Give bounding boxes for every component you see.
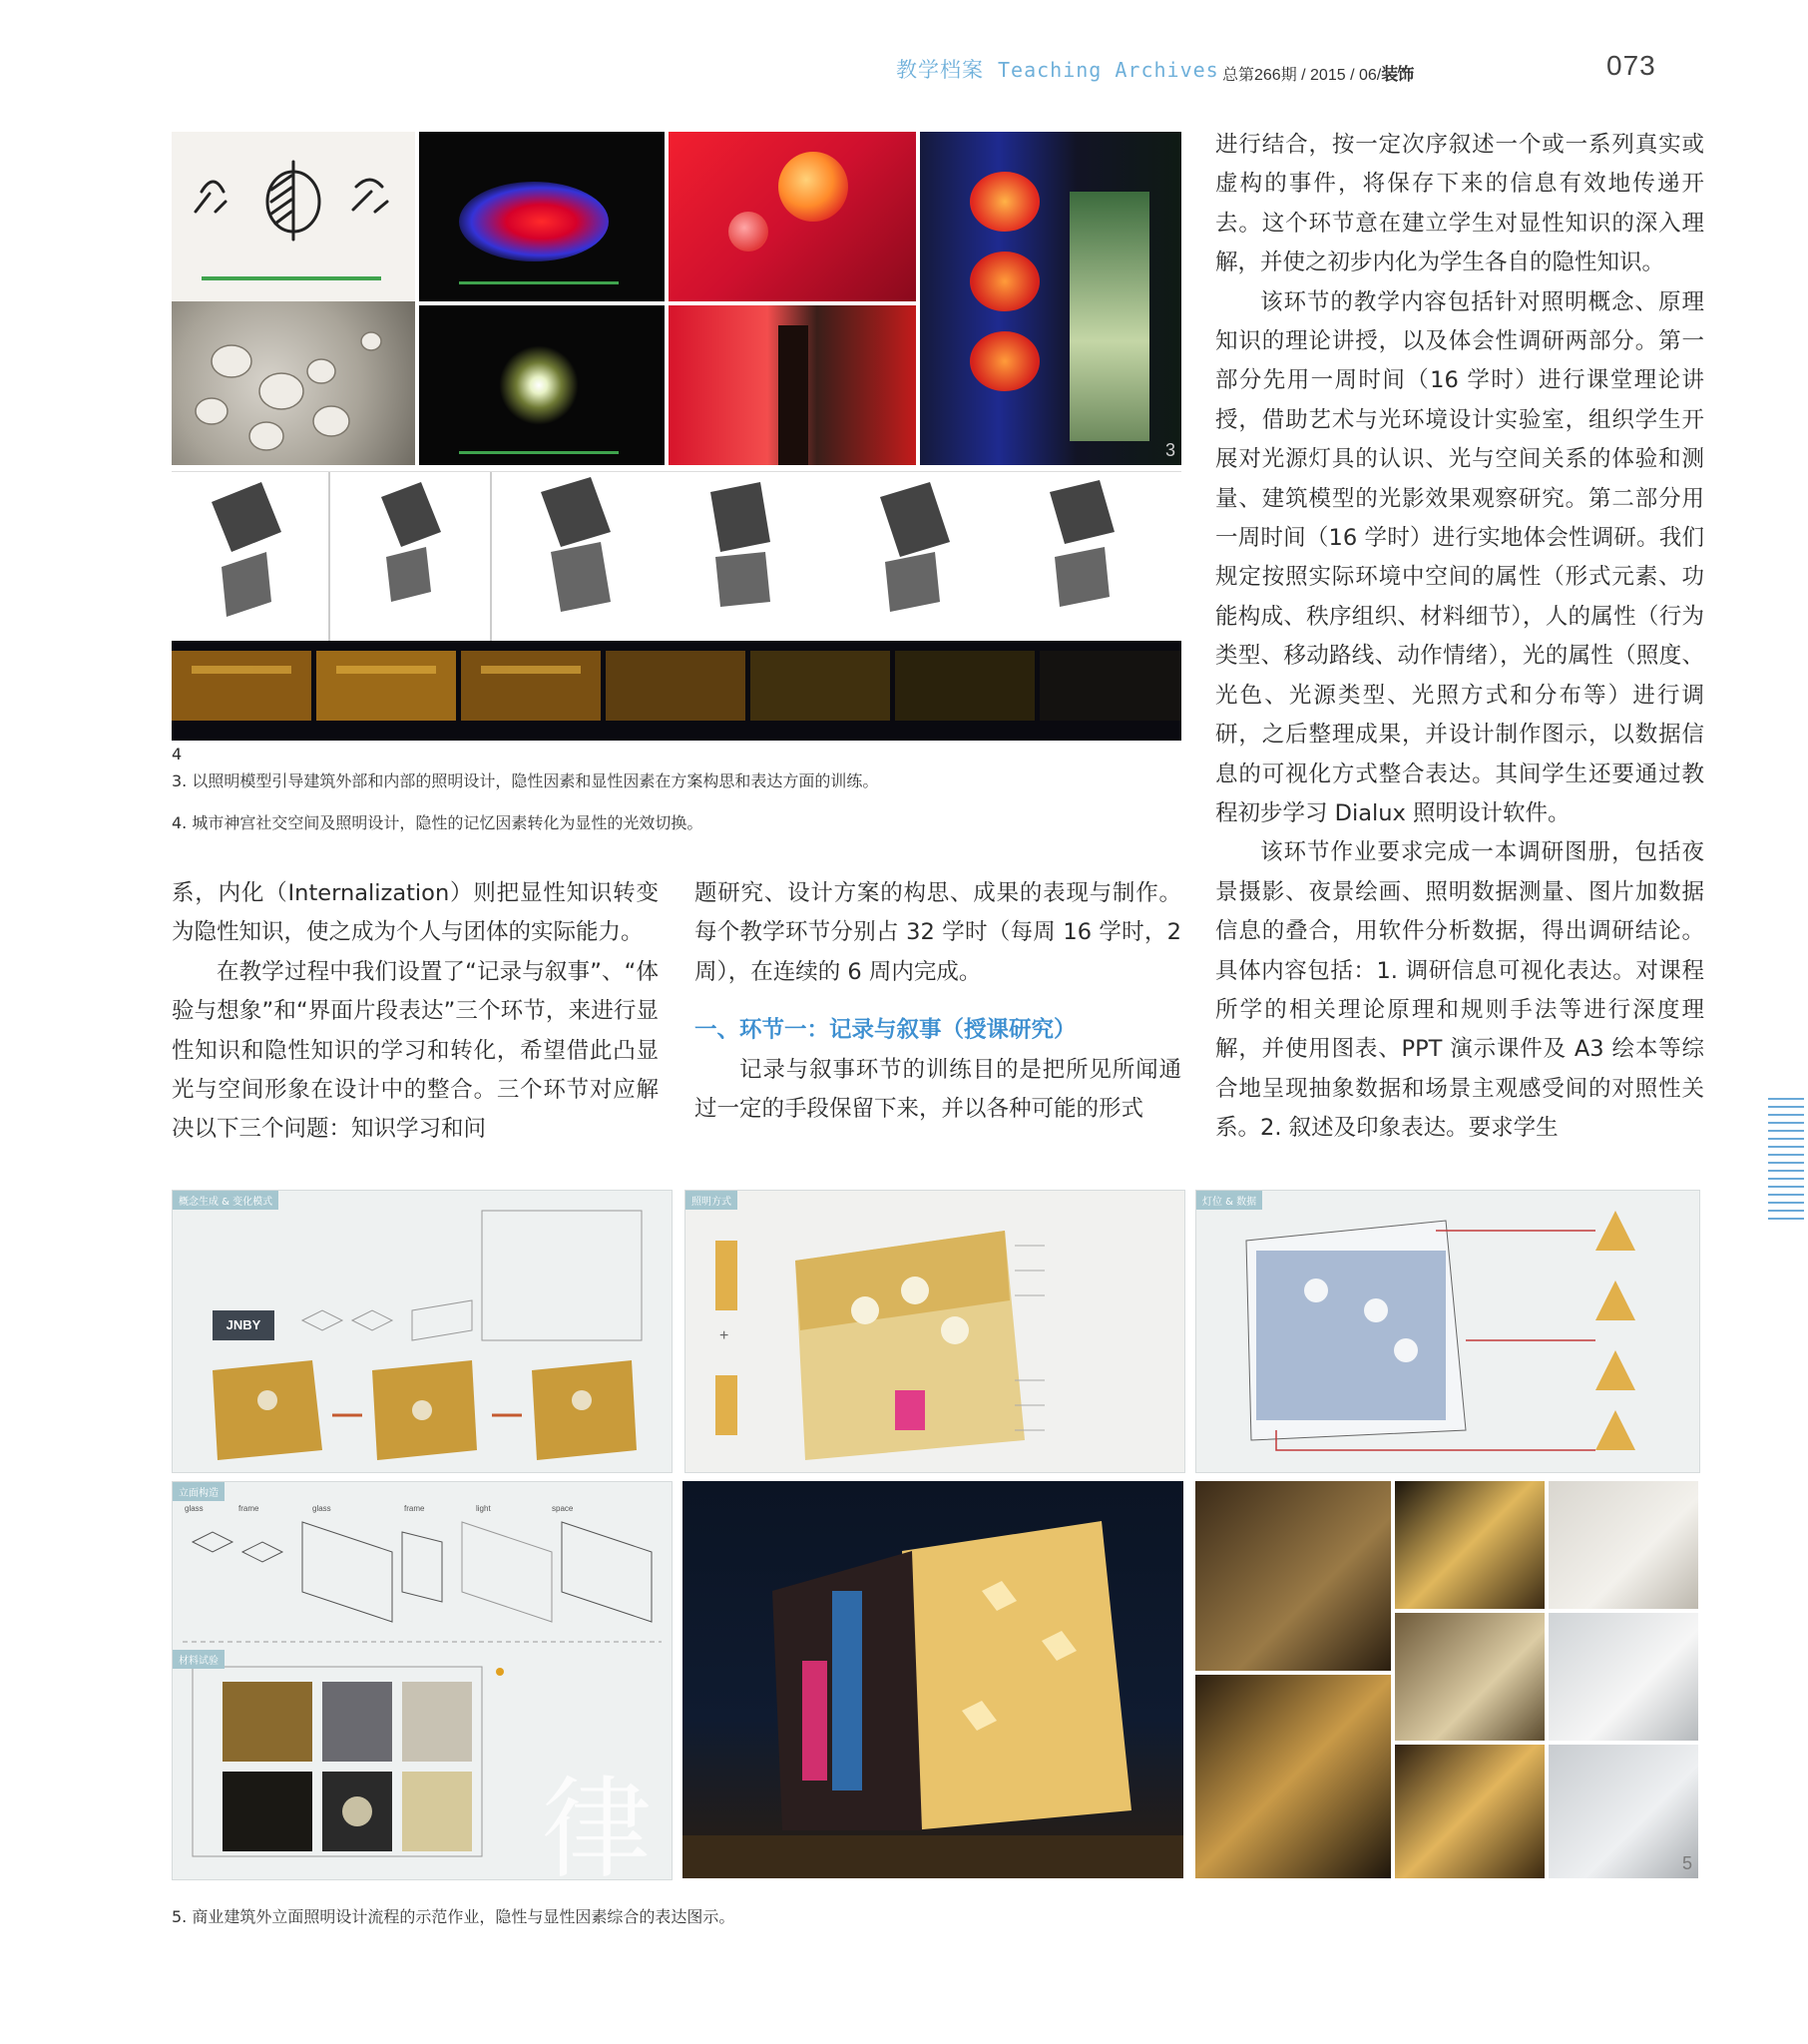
fig4-axonometric-strip bbox=[172, 471, 1181, 642]
stones-illustration bbox=[172, 301, 415, 465]
model-photo-1 bbox=[1195, 1481, 1391, 1671]
fig3-red-corridor-photo bbox=[669, 305, 916, 465]
right-column bbox=[1215, 126, 1704, 1149]
middle-paragraph-2: 记录与叙事环节的训练目的是把所见所闻通过一定的手段保留下来，并以各种可能的形式 bbox=[694, 1056, 1181, 1123]
right-paragraph-2: 该环节的教学内容包括针对照明概念、原理知识的理论讲授，以及体会性调研两部分。第一部分先用一周时间（16 学时）进行课堂理论讲授，借助艺术与光环境设计实验室，组织学生开展对光源灯具的认识、光与空间关系的体验和测量、建筑模型的光影效果观察研究。第二部分用一周时间（16 学时）进行实地体会性调研。我们规定按照实际环境中空间的属性（形式元素、功能构成、秩序组织、材料细节），人的属性（行为类型、移动路线、动作情绪），光的属性（照度、光色、光源类型、光照方式和分布等）进行调研，之后整理成果，并设计制作图示，以数据信息的可视化方式整合表达。其间学生还要通过教程初步学习 Dialux 照明设计软件。 bbox=[1215, 288, 1704, 826]
section-title-en: Teaching Archives bbox=[998, 58, 1219, 82]
fig5-tag-material: 材料试验 bbox=[173, 1650, 225, 1669]
lighting-method-diagram bbox=[685, 1191, 1184, 1472]
section-title bbox=[896, 54, 1219, 84]
page-number: 073 bbox=[1606, 50, 1656, 81]
fig3-red-spheres-photo bbox=[669, 132, 916, 301]
model-photo-8 bbox=[1549, 1745, 1698, 1878]
fig5-model-photos-panel bbox=[1195, 1481, 1698, 1878]
issue-text: 总第266期 / 2015 / 06/ bbox=[1222, 67, 1382, 84]
axonometric-drawings bbox=[172, 472, 1181, 642]
layer-label-glass-1: glass bbox=[185, 1504, 204, 1513]
figure-5-number: 5 bbox=[1681, 1853, 1692, 1873]
night-building-render bbox=[682, 1481, 1183, 1878]
fig3-installation-photo bbox=[920, 132, 1181, 465]
fig5-tag-structure: 立面构造 bbox=[173, 1482, 225, 1501]
caption-figure-5: 5. 商业建筑外立面照明设计流程的示范作业，隐性与显性因素综合的表达图示。 bbox=[172, 1907, 735, 1926]
fig3-stones-photo bbox=[172, 301, 415, 465]
figure-3-number: 3 bbox=[1164, 440, 1175, 460]
layer-label-space: space bbox=[552, 1504, 574, 1513]
night-facade-sequence bbox=[172, 641, 1181, 741]
issue-info bbox=[1222, 60, 1413, 85]
fig4-night-facade-strip bbox=[172, 641, 1181, 764]
right-paragraph-1: 进行结合，按一定次序叙述一个或一系列真实或虚构的事件，将保存下来的信息有效地传递开去。这个环节意在建立学生对显性知识的深入理解，并使之初步内化为学生各自的隐性知识。 bbox=[1215, 132, 1704, 276]
fig3-red-blue-light-photo bbox=[419, 132, 665, 301]
model-photo-4 bbox=[1195, 1675, 1391, 1878]
jnby-logo bbox=[213, 1310, 274, 1340]
light-position-diagram bbox=[1196, 1191, 1699, 1472]
model-photo-2 bbox=[1395, 1481, 1545, 1609]
fig5-tag-lighting: 照明方式 bbox=[685, 1191, 737, 1210]
fig5-light-data-panel bbox=[1195, 1190, 1700, 1473]
middle-paragraph-1: 题研究、设计方案的构思、成果的表现与制作。每个教学环节分别占 32 学时（每周 16 学时，2 周），在连续的 6 周内完成。 bbox=[694, 880, 1181, 985]
right-paragraph-3: 该环节作业要求完成一本调研图册，包括夜景摄影、夜景绘画、照明数据测量、图片加数据信息的叠合，用软件分析数据，得出调研结论。具体内容包括：1. 调研信息可视化表达。对课程所学的相关理论原理和规则手法等进行深度理解，并使用图表、PPT 演示课件及 A3 绘本等综合地呈现抽象数据和场景主观感受间的对照性关系。2. 叙述及印象表达。要求学生 bbox=[1215, 839, 1704, 1142]
caption-figure-3: 3. 以照明模型引导建筑外部和内部的照明设计，隐性因素和显性因素在方案构思和表达方面的训练。 bbox=[172, 771, 879, 790]
section-heading: 一、环节一：记录与叙事（授课研究） bbox=[694, 1017, 1077, 1044]
fig5-facade-structure-panel bbox=[172, 1481, 673, 1880]
svg-text:+: + bbox=[719, 1327, 729, 1344]
fig5-night-render-panel bbox=[682, 1481, 1183, 1878]
left-column bbox=[172, 874, 659, 1150]
figure-3 bbox=[172, 132, 1181, 465]
fig5-lighting-method-panel bbox=[684, 1190, 1185, 1473]
fig5-concept-panel bbox=[172, 1190, 673, 1473]
middle-column bbox=[694, 874, 1181, 1129]
figure-5 bbox=[172, 1190, 1698, 1878]
model-photo-5 bbox=[1395, 1613, 1545, 1741]
fig5-tag-data: 灯位 & 数据 bbox=[1196, 1191, 1262, 1210]
left-paragraph-1: 系，内化（Internalization）则把显性知识转变为隐性知识，使之成为个人与团体的实际能力。 bbox=[172, 880, 659, 946]
figure-4 bbox=[172, 471, 1181, 764]
layer-label-light: light bbox=[476, 1504, 491, 1513]
model-photo-3 bbox=[1549, 1481, 1698, 1609]
section-title-cn: 教学档案 bbox=[896, 58, 984, 82]
model-photo-6 bbox=[1549, 1613, 1698, 1741]
fig3-sketch-panel bbox=[172, 132, 415, 301]
eye-sketch-illustration bbox=[172, 132, 415, 301]
caption-figure-4: 4. 城市神宫社交空间及照明设计，隐性的记忆因素转化为显性的光效切换。 bbox=[172, 813, 703, 832]
fig5-watermark-char: 律 bbox=[542, 1766, 652, 1880]
journal-logo: 装饰 bbox=[1381, 65, 1414, 84]
model-photo-7 bbox=[1395, 1745, 1545, 1878]
figure-4-number: 4 bbox=[172, 745, 183, 764]
fig5-tag-concept: 概念生成 & 变化模式 bbox=[173, 1191, 278, 1210]
layer-label-frame-1: frame bbox=[238, 1504, 259, 1513]
fig3-candle-light-photo bbox=[419, 305, 665, 465]
jnby-logo-text: JNBY bbox=[226, 1317, 261, 1332]
layer-label-frame-2: frame bbox=[404, 1504, 425, 1513]
left-paragraph-2: 在教学过程中我们设置了“记录与叙事”、“体验与想象”和“界面片段表达”三个环节，来进行显性知识和隐性知识的学习和转化，希望借此凸显光与空间形象在设计中的整合。三个环节对应解决以下三个问题：知识学习和问 bbox=[172, 958, 659, 1143]
layer-label-glass-2: glass bbox=[312, 1504, 331, 1513]
side-decoration-lines bbox=[1768, 1098, 1804, 1224]
